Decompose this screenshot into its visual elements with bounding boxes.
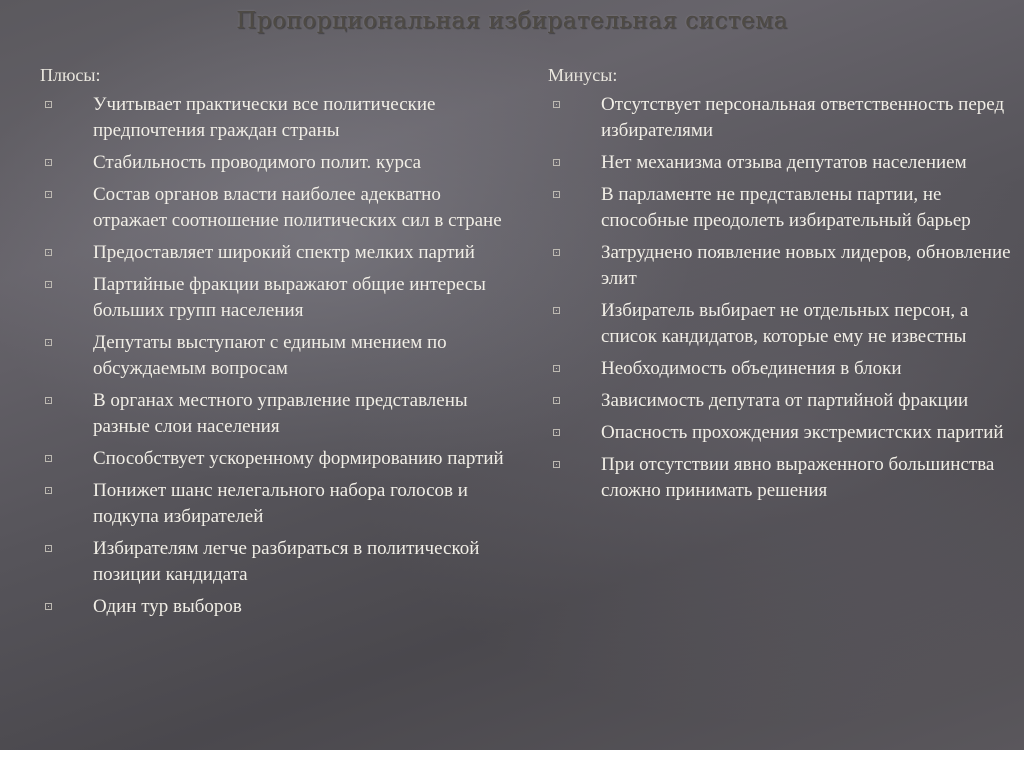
cons-item [548,240,1018,292]
pros-item-text: Способствует ускоренному формированию партий [93,448,504,469]
pros-column [40,64,510,626]
pros-item-text: Стабильность проводимого полит. курса [93,152,422,173]
pros-item [40,92,510,144]
square-bullet-icon [553,307,560,314]
pros-heading: Плюсы: [40,65,101,85]
square-bullet-icon [45,281,52,288]
pros-item [40,182,510,234]
cons-item [548,150,1018,176]
square-bullet-icon [45,191,52,198]
square-bullet-icon [45,397,52,404]
cons-column [548,64,1018,510]
cons-item-text: Опасность прохождения экстремистских паритий [601,422,1004,443]
pros-item [40,240,510,266]
square-bullet-icon [553,429,560,436]
cons-item-text: Отсутствует персональная ответственность перед избирателями [601,94,1005,141]
pros-item-text: Понижет шанс нелегального набора голосов и подкупа избирателей [93,480,468,527]
square-bullet-icon [553,397,560,404]
cons-heading: Минусы: [548,65,618,85]
pros-item [40,150,510,176]
pros-item-text: Один тур выборов [93,596,242,617]
cons-item-text: Затруднено появление новых лидеров, обновление элит [601,242,1011,289]
pros-item [40,272,510,324]
square-bullet-icon [553,365,560,372]
square-bullet-icon [45,487,52,494]
cons-item [548,298,1018,350]
square-bullet-icon [553,159,560,166]
square-bullet-icon [45,159,52,166]
cons-item [548,92,1018,144]
cons-item-text: Избиратель выбирает не отдельных персон, а список кандидатов, которые ему не известны [601,300,969,347]
bottom-border [0,750,1024,767]
pros-item [40,478,510,530]
square-bullet-icon [45,455,52,462]
pros-item-text: Учитывает практически все политические предпочтения граждан страны [93,94,436,141]
slide-title: Пропорциональная избирательная система [236,8,788,34]
square-bullet-icon [45,545,52,552]
cons-item [548,388,1018,414]
pros-item-text: Избирателям легче разбираться в политической позиции кандидата [93,538,480,585]
cons-list [548,92,1018,504]
cons-item [548,452,1018,504]
pros-item-text: Партийные фракции выражают общие интересы больших групп населения [93,274,486,321]
square-bullet-icon [553,249,560,256]
cons-item-text: Зависимость депутата от партийной фракции [601,390,969,411]
square-bullet-icon [553,191,560,198]
square-bullet-icon [45,603,52,610]
pros-item [40,446,510,472]
square-bullet-icon [45,101,52,108]
square-bullet-icon [553,101,560,108]
cons-item-text: Нет механизма отзыва депутатов населением [601,152,967,173]
pros-item [40,388,510,440]
square-bullet-icon [553,461,560,468]
pros-list [40,92,510,620]
pros-item-text: В органах местного управление представлены разные слои населения [93,390,468,437]
pros-item [40,330,510,382]
square-bullet-icon [45,249,52,256]
square-bullet-icon [45,339,52,346]
cons-item [548,356,1018,382]
pros-item [40,594,510,620]
pros-item-text: Состав органов власти наиболее адекватно отражает соотношение политических сил в стране [93,184,502,231]
cons-item-text: Необходимость объединения в блоки [601,358,902,379]
cons-item [548,182,1018,234]
pros-item [40,536,510,588]
cons-item-text: В парламенте не представлены партии, не способные преодолеть избирательный барьер [601,184,971,231]
cons-item [548,420,1018,446]
pros-item-text: Депутаты выступают с единым мнением по обсуждаемым вопросам [93,332,447,379]
pros-item-text: Предоставляет широкий спектр мелких партий [93,242,475,263]
cons-item-text: При отсутствии явно выраженного большинства сложно принимать решения [601,454,995,501]
